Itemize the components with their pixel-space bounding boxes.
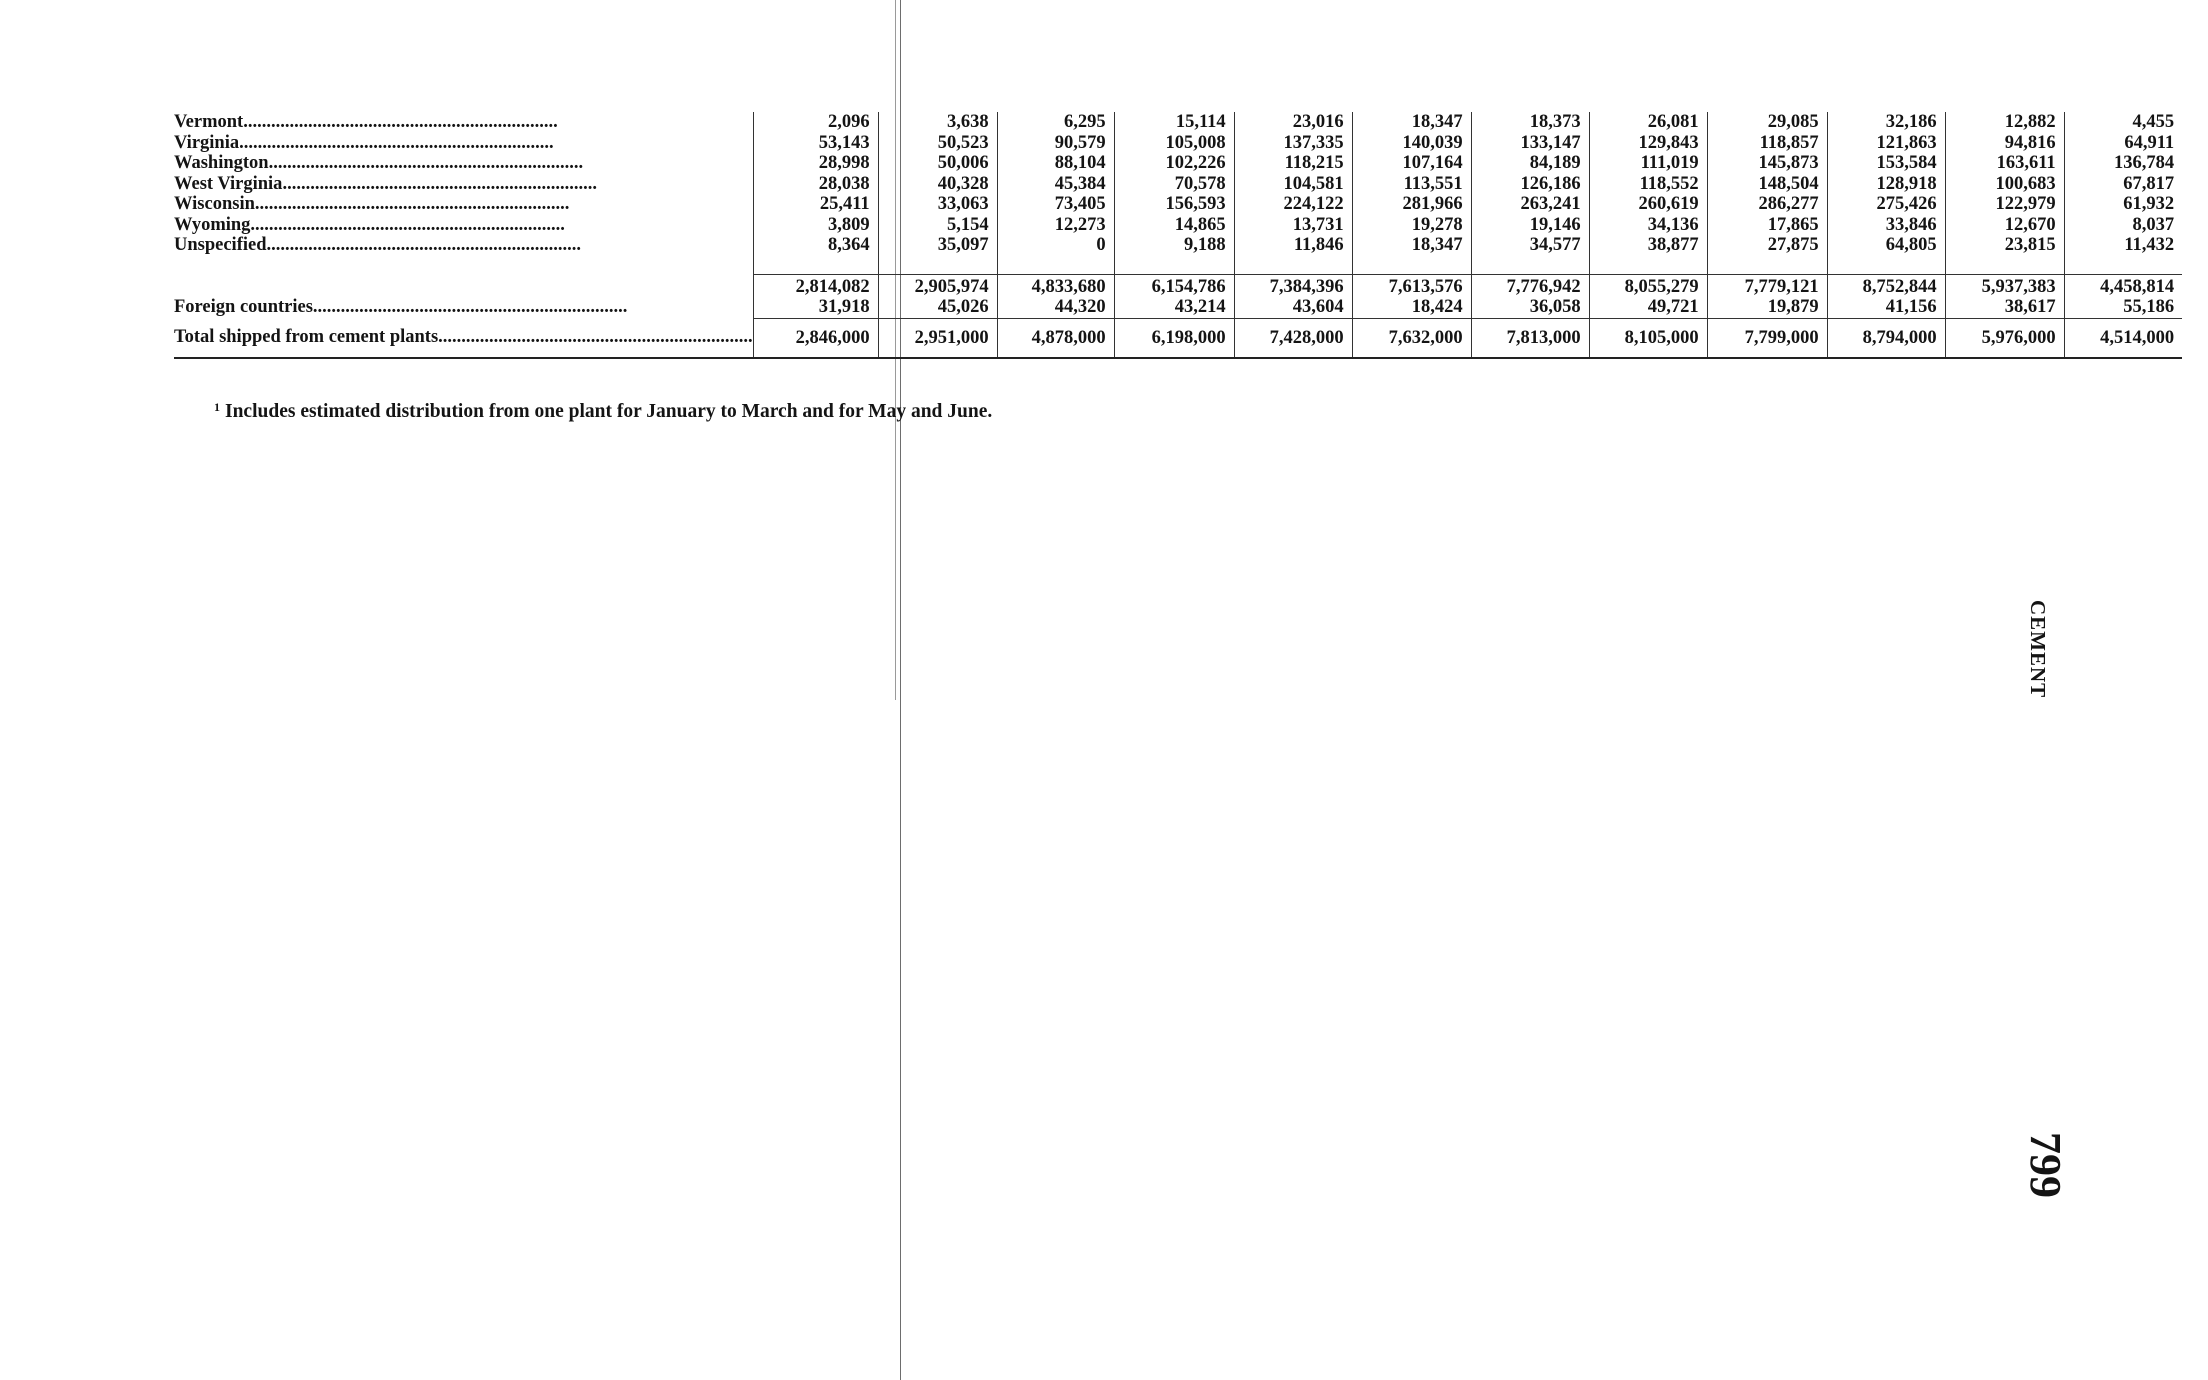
value-cell: 3,638 — [878, 112, 997, 133]
table-row — [174, 194, 2182, 215]
value-cell: 8,752,844 — [1827, 274, 1945, 297]
value-cell: 41,156 — [1827, 297, 1945, 318]
table-row — [174, 153, 2182, 174]
table-row — [174, 235, 2182, 256]
value-cell: 4,878,000 — [997, 318, 1114, 358]
value-cell: 12,882 — [1945, 112, 2064, 133]
value-cell: 11,432 — [2064, 235, 2182, 256]
value-cell: 18,424 — [1352, 297, 1471, 318]
value-cell: 137,335 — [1234, 133, 1352, 154]
value-cell: 12,670 — [1945, 215, 2064, 236]
value-cell: 148,504 — [1707, 174, 1827, 195]
footnote-marker: 1 — [214, 400, 220, 414]
value-cell: 6,198,000 — [1114, 318, 1234, 358]
value-cell: 8,794,000 — [1827, 318, 1945, 358]
dot-leader: .................................................................... — [438, 327, 753, 348]
row-label-cell — [174, 153, 753, 174]
value-cell: 4,455 — [2064, 112, 2182, 133]
value-cell: 111,019 — [1589, 153, 1707, 174]
table-row — [174, 133, 2182, 154]
value-cell: 9,188 — [1114, 235, 1234, 256]
value-cell: 15,114 — [1114, 112, 1234, 133]
value-cell: 2,096 — [753, 112, 878, 133]
value-cell — [1945, 256, 2064, 275]
value-cell: 19,879 — [1707, 297, 1827, 318]
value-cell: 35,097 — [878, 235, 997, 256]
value-cell: 8,037 — [2064, 215, 2182, 236]
footnote-text: Includes estimated distribution from one plant for January to March and for May and June. — [225, 401, 993, 422]
value-cell: 23,815 — [1945, 235, 2064, 256]
value-cell: 5,154 — [878, 215, 997, 236]
value-cell: 6,295 — [997, 112, 1114, 133]
row-label: Vermont — [174, 112, 244, 132]
value-cell: 18,373 — [1471, 112, 1589, 133]
table-row — [174, 215, 2182, 236]
row-label: Total shipped from cement plants — [174, 327, 439, 348]
value-cell — [2064, 256, 2182, 275]
value-cell: 19,278 — [1352, 215, 1471, 236]
value-cell: 40,328 — [878, 174, 997, 195]
value-cell: 113,551 — [1352, 174, 1471, 195]
value-cell: 13,731 — [1234, 215, 1352, 236]
value-cell — [753, 256, 878, 275]
value-cell: 8,105,000 — [1589, 318, 1707, 358]
value-cell: 224,122 — [1234, 194, 1352, 215]
value-cell — [1471, 256, 1589, 275]
value-cell: 118,857 — [1707, 133, 1827, 154]
value-cell: 275,426 — [1827, 194, 1945, 215]
dot-leader: .................................................................... — [243, 112, 558, 132]
value-cell: 88,104 — [997, 153, 1114, 174]
value-cell: 7,799,000 — [1707, 318, 1827, 358]
dot-leader: .................................................................... — [268, 153, 584, 173]
row-label: Unspecified — [174, 235, 267, 255]
value-cell: 145,873 — [1707, 153, 1827, 174]
value-cell: 49,721 — [1589, 297, 1707, 318]
foreign-countries-row — [174, 297, 2182, 318]
value-cell — [1827, 256, 1945, 275]
value-cell: 94,816 — [1945, 133, 2064, 154]
value-cell: 26,081 — [1589, 112, 1707, 133]
value-cell: 27,875 — [1707, 235, 1827, 256]
value-cell: 12,273 — [997, 215, 1114, 236]
value-cell: 33,063 — [878, 194, 997, 215]
value-cell: 136,784 — [2064, 153, 2182, 174]
value-cell: 8,364 — [753, 235, 878, 256]
value-cell: 45,026 — [878, 297, 997, 318]
row-label-cell — [174, 174, 753, 195]
row-label-cell — [174, 318, 753, 358]
value-cell: 104,581 — [1234, 174, 1352, 195]
value-cell: 7,428,000 — [1234, 318, 1352, 358]
value-cell: 64,805 — [1827, 235, 1945, 256]
value-cell: 38,877 — [1589, 235, 1707, 256]
value-cell — [878, 256, 997, 275]
value-cell: 19,146 — [1471, 215, 1589, 236]
value-cell: 34,577 — [1471, 235, 1589, 256]
value-cell: 29,085 — [1707, 112, 1827, 133]
value-cell: 44,320 — [997, 297, 1114, 318]
value-cell: 100,683 — [1945, 174, 2064, 195]
value-cell: 67,817 — [2064, 174, 2182, 195]
value-cell: 4,458,814 — [2064, 274, 2182, 297]
value-cell: 7,776,942 — [1471, 274, 1589, 297]
value-cell: 4,833,680 — [997, 274, 1114, 297]
value-cell: 32,186 — [1827, 112, 1945, 133]
value-cell: 133,147 — [1471, 133, 1589, 154]
value-cell: 34,136 — [1589, 215, 1707, 236]
value-cell: 4,514,000 — [2064, 318, 2182, 358]
value-cell: 38,617 — [1945, 297, 2064, 318]
row-label: Virginia — [174, 132, 240, 153]
row-label-cell — [174, 215, 753, 236]
value-cell: 102,226 — [1114, 153, 1234, 174]
row-label-cell — [174, 112, 753, 133]
value-cell: 50,523 — [878, 133, 997, 154]
value-cell: 286,277 — [1707, 194, 1827, 215]
value-cell: 23,016 — [1234, 112, 1352, 133]
value-cell — [1234, 256, 1352, 275]
row-label: Washington — [174, 153, 269, 173]
value-cell: 17,865 — [1707, 215, 1827, 236]
dot-leader: .................................................................... — [312, 297, 628, 318]
row-label-cell — [174, 194, 753, 215]
dot-leader: .................................................................... — [266, 235, 581, 255]
value-cell — [997, 256, 1114, 275]
value-cell — [1707, 256, 1827, 275]
value-cell: 140,039 — [1352, 133, 1471, 154]
value-cell: 8,055,279 — [1589, 274, 1707, 297]
row-label-cell — [174, 256, 753, 275]
value-cell: 84,189 — [1471, 153, 1589, 174]
value-cell: 7,779,121 — [1707, 274, 1827, 297]
table-row — [174, 174, 2182, 195]
value-cell: 25,411 — [753, 194, 878, 215]
value-cell: 64,911 — [2064, 133, 2182, 154]
value-cell: 50,006 — [878, 153, 997, 174]
total-row — [174, 318, 2182, 358]
value-cell: 11,846 — [1234, 235, 1352, 256]
value-cell: 263,241 — [1471, 194, 1589, 215]
row-label-cell — [174, 235, 753, 256]
table-row — [174, 112, 2182, 133]
value-cell: 2,846,000 — [753, 318, 878, 358]
value-cell: 90,579 — [997, 133, 1114, 154]
row-label: Wyoming — [174, 214, 251, 235]
value-cell — [1589, 256, 1707, 275]
value-cell: 281,966 — [1352, 194, 1471, 215]
value-cell: 61,932 — [2064, 194, 2182, 215]
value-cell: 156,593 — [1114, 194, 1234, 215]
row-label: West Virginia — [174, 173, 283, 194]
value-cell: 0 — [997, 235, 1114, 256]
value-cell: 31,918 — [753, 297, 878, 318]
value-cell: 118,215 — [1234, 153, 1352, 174]
value-cell: 33,846 — [1827, 215, 1945, 236]
running-head: CEMENT — [2026, 600, 2050, 699]
row-label-cell — [174, 297, 753, 318]
page-number: 799 — [2021, 1132, 2070, 1198]
value-cell: 6,154,786 — [1114, 274, 1234, 297]
dot-leader: .................................................................... — [254, 194, 570, 214]
dot-leader: .................................................................... — [250, 214, 565, 235]
value-cell: 118,552 — [1589, 174, 1707, 195]
subtotal-row — [174, 274, 2182, 297]
value-cell: 43,214 — [1114, 297, 1234, 318]
row-label: Foreign countries — [174, 297, 313, 318]
value-cell: 3,809 — [753, 215, 878, 236]
dot-leader: .................................................................... — [282, 173, 597, 194]
value-cell: 2,814,082 — [753, 274, 878, 297]
value-cell: 14,865 — [1114, 215, 1234, 236]
value-cell: 18,347 — [1352, 112, 1471, 133]
value-cell: 7,384,396 — [1234, 274, 1352, 297]
value-cell: 73,405 — [997, 194, 1114, 215]
row-label-cell — [174, 133, 753, 154]
value-cell: 70,578 — [1114, 174, 1234, 195]
value-cell: 7,632,000 — [1352, 318, 1471, 358]
row-label-cell — [174, 274, 753, 297]
value-cell: 260,619 — [1589, 194, 1707, 215]
shipments-table — [174, 112, 2182, 359]
value-cell: 105,008 — [1114, 133, 1234, 154]
value-cell: 55,186 — [2064, 297, 2182, 318]
value-cell: 153,584 — [1827, 153, 1945, 174]
dot-leader: .................................................................... — [239, 132, 554, 153]
value-cell — [1352, 256, 1471, 275]
spacer-row — [174, 256, 2182, 275]
value-cell: 7,813,000 — [1471, 318, 1589, 358]
value-cell: 129,843 — [1589, 133, 1707, 154]
value-cell: 5,937,383 — [1945, 274, 2064, 297]
value-cell: 43,604 — [1234, 297, 1352, 318]
value-cell: 36,058 — [1471, 297, 1589, 318]
value-cell: 122,979 — [1945, 194, 2064, 215]
value-cell: 28,998 — [753, 153, 878, 174]
value-cell: 126,186 — [1471, 174, 1589, 195]
value-cell: 53,143 — [753, 133, 878, 154]
value-cell: 28,038 — [753, 174, 878, 195]
value-cell: 121,863 — [1827, 133, 1945, 154]
value-cell: 2,905,974 — [878, 274, 997, 297]
value-cell: 18,347 — [1352, 235, 1471, 256]
value-cell: 107,164 — [1352, 153, 1471, 174]
value-cell — [1114, 256, 1234, 275]
table-footnote — [214, 400, 992, 423]
value-cell: 128,918 — [1827, 174, 1945, 195]
value-cell: 163,611 — [1945, 153, 2064, 174]
value-cell: 2,951,000 — [878, 318, 997, 358]
value-cell: 45,384 — [997, 174, 1114, 195]
value-cell: 5,976,000 — [1945, 318, 2064, 358]
row-label: Wisconsin — [174, 194, 255, 214]
value-cell: 7,613,576 — [1352, 274, 1471, 297]
